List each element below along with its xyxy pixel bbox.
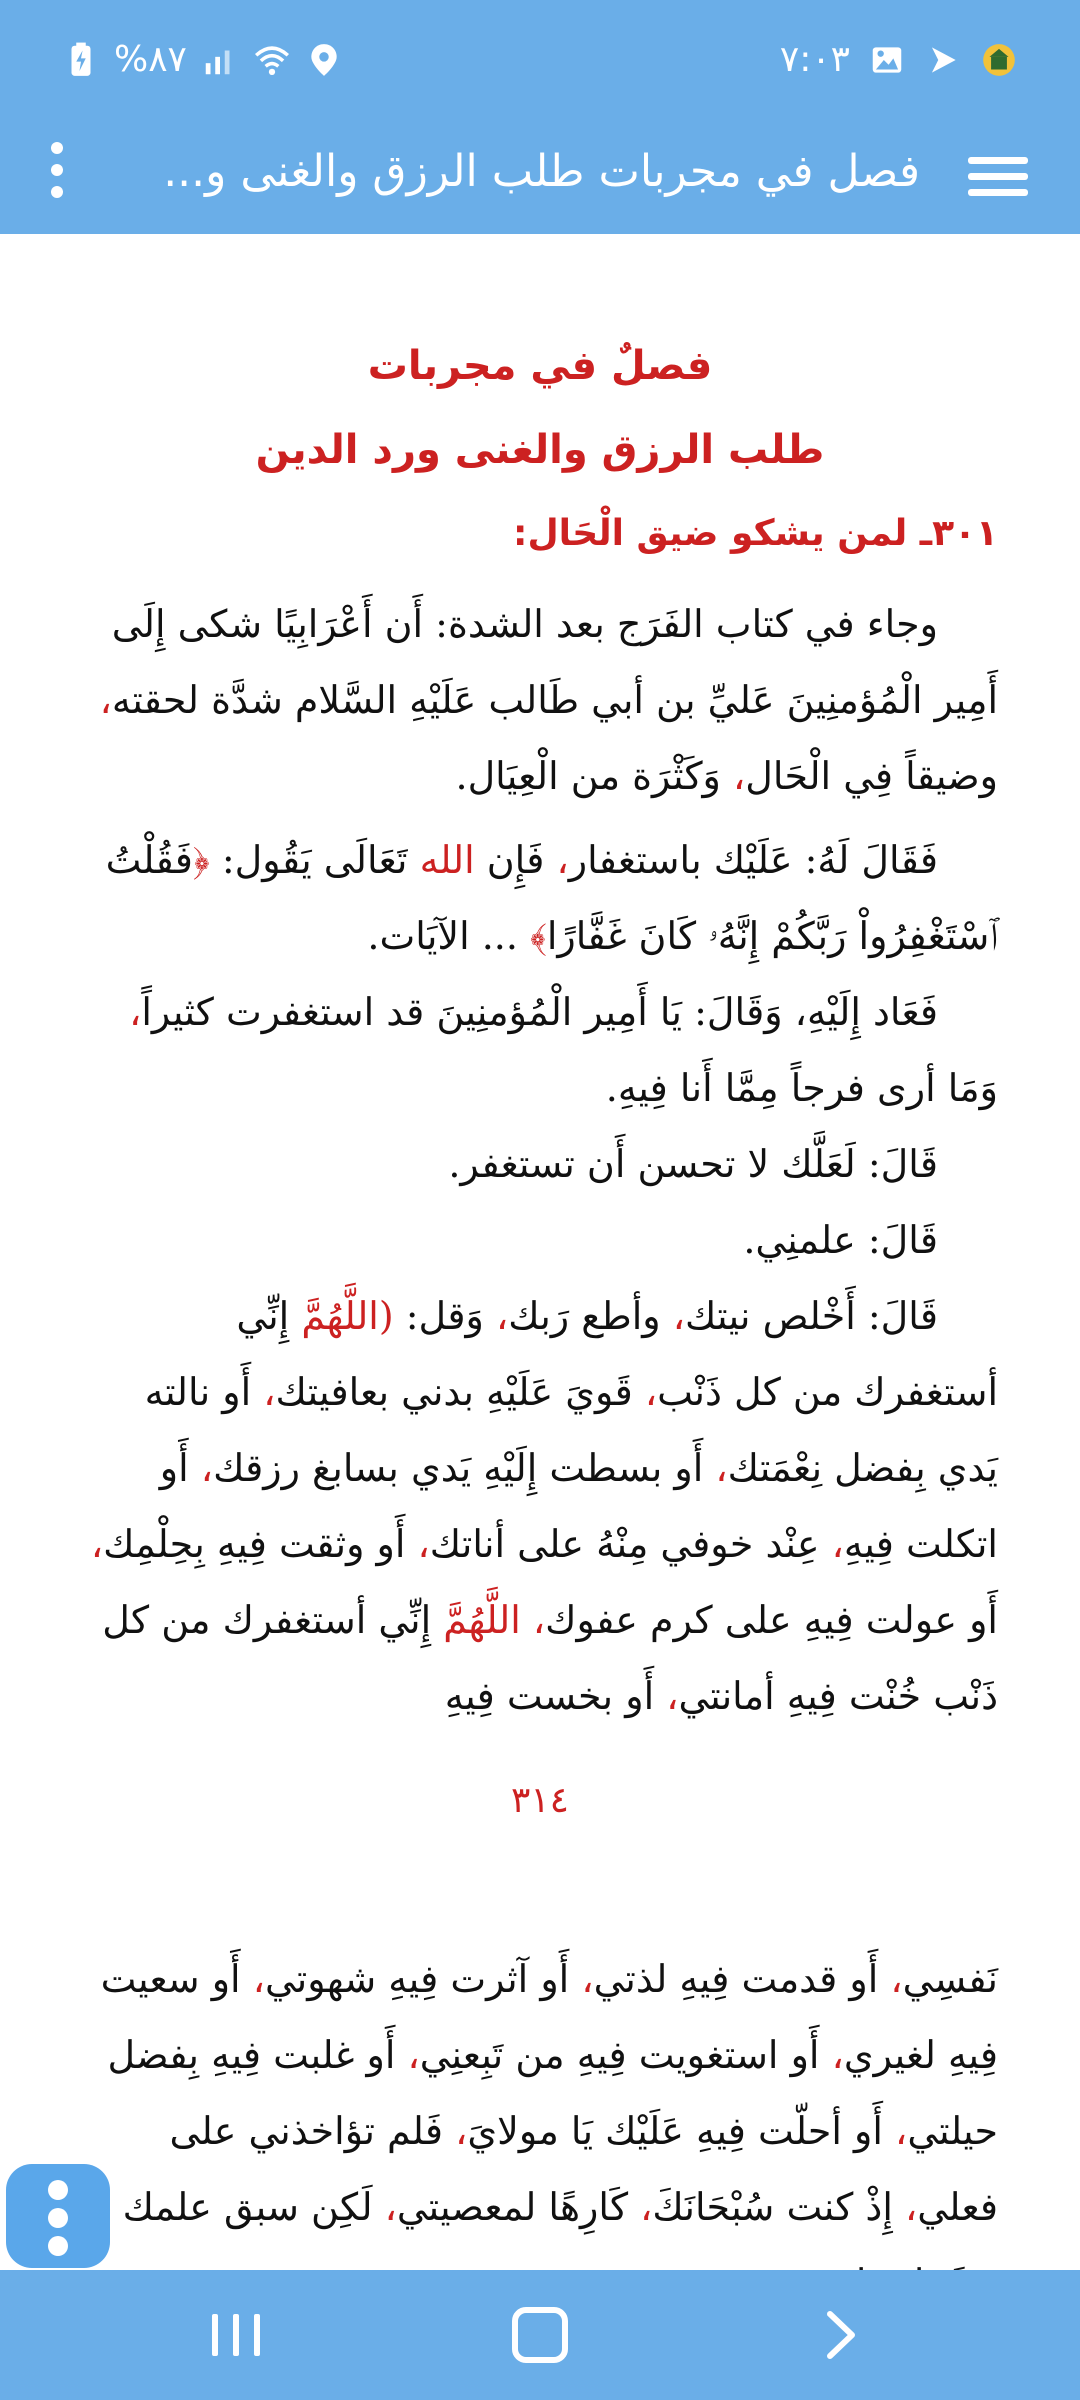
recent-apps-icon[interactable] (196, 2298, 276, 2372)
status-left (62, 36, 343, 84)
status-time: ٧:٠٣ (779, 39, 850, 80)
app-title: فصل في مجربات طلب الرزق والغنى و... (163, 146, 920, 197)
paragraph-6: قَالَ: أَخْلص نيتك، وأطع رَبك، وَقل: (اللَّهُمَّ إِنِّي أستغفرك من كل ذَنْب، قَويَ عَلَيْهِ بدني بعافيتك، أَو نالته يَدي بِفضل نِعْمَتك، أَو بسطت إِلَيْهِ يَدي بسابغ رزقك، أَو اتكلت فِيهِ، عِنْد خوفي مِنْهُ على أناتك، أَو وثقت فِيهِ بِحِلْمِك، أَو عولت فِيهِ على كرم عفوك، اللَّهُمَّ إِنِّي أستغفرك من كل ذَنْب خُنْت فِيهِ أمانتي، أَو بخست فِيهِ (90, 1294, 998, 1718)
paragraph-4: قَالَ: لَعَلَّك لا تحسن أَن تستغفر. (448, 1142, 938, 1186)
quran-verse: فَقُلْتُ ٱسْتَغْفِرُواْ رَبَّكُمْ إِنَّهُۥ كَانَ غَفَّارًا (105, 838, 998, 958)
system-nav-bar (0, 2270, 1080, 2400)
paragraph-7: نَفسِي، أَو قدمت فِيهِ لذتي، أَو آثرت فِيهِ شهوتي، أَو سعيت فِيهِ لغيري، أَو استغويت فِيهِ من تَبِعنِي، أَو غلبت فِيهِ بِفضل حيلتي، أَو أحلّت فِيهِ عَلَيْك يَا مولايَ، فَلم تؤاخذني على فعلي، إِذْ كنت سُبْحَانَكَ، كَارِهًا لمعصيتي، لَكِن سبق علمك (100, 1957, 998, 2229)
chapter-heading-line2: طلب الرزق والغنى ورد الدين (255, 427, 825, 473)
page-number: ٣١٤ (510, 1780, 569, 1821)
location-icon (305, 41, 343, 79)
paragraph-5: قَالَ: علمنِي. (743, 1218, 938, 1262)
hamburger-icon[interactable] (968, 148, 1028, 204)
top-bar (0, 0, 1080, 234)
more-vert-icon[interactable] (42, 142, 72, 208)
charging-battery-icon (62, 41, 100, 79)
image-icon (868, 41, 906, 79)
book-page-314 (0, 234, 1080, 1821)
section-heading: ٣٠١ـ لمن يشكو ضيق الْحَال: (513, 513, 998, 554)
battery-percent: %٨٧ (114, 39, 187, 80)
floating-more-button[interactable] (6, 2164, 110, 2268)
paragraph-2: فَقَالَ لَهُ: عَلَيْك باستغفار، فَإِن الله تَعَالَى يَقُول: ﴿فَقُلْتُ ٱسْتَغْفِرُواْ رَبَّكُمْ إِنَّهُۥ كَانَ غَفَّارًا﴾ ... الآيَات. (105, 838, 998, 958)
home-icon[interactable] (500, 2298, 580, 2372)
back-icon[interactable] (800, 2298, 880, 2372)
app-notification-icon (980, 41, 1018, 79)
status-right (780, 36, 1018, 84)
book-page-315 (0, 1941, 1080, 2321)
paragraph-3: فَعَاد إِلَيْهِ، وَقَالَ: يَا أَمِير الْمُؤمنِينَ قد استغفرت كثيراً، وَمَا أرى فرجاً مِمَّا أَنا فِيهِ. (129, 990, 998, 1110)
reader-content[interactable] (0, 234, 1080, 2270)
play-icon (924, 41, 962, 79)
chapter-heading-line1: فصلٌ في مجربات (367, 343, 713, 389)
app-bar (0, 118, 1080, 234)
paragraph-1: وجاء في كتاب الفَرَج بعد الشدة: أَن أَعْرَابِيًا شكى إِلَى أَمِير الْمُؤمنِينَ عَليِّ بن أبي طَالب عَلَيْهِ السَّلام شدَّة لحقته، وضيقاً فِي الْحَال، وَكَثْرَة من الْعِيَال. (99, 602, 998, 798)
status-bar (0, 0, 1080, 118)
signal-icon (201, 41, 239, 79)
more-vert-icon (6, 2164, 110, 2256)
wifi-icon (253, 41, 291, 79)
